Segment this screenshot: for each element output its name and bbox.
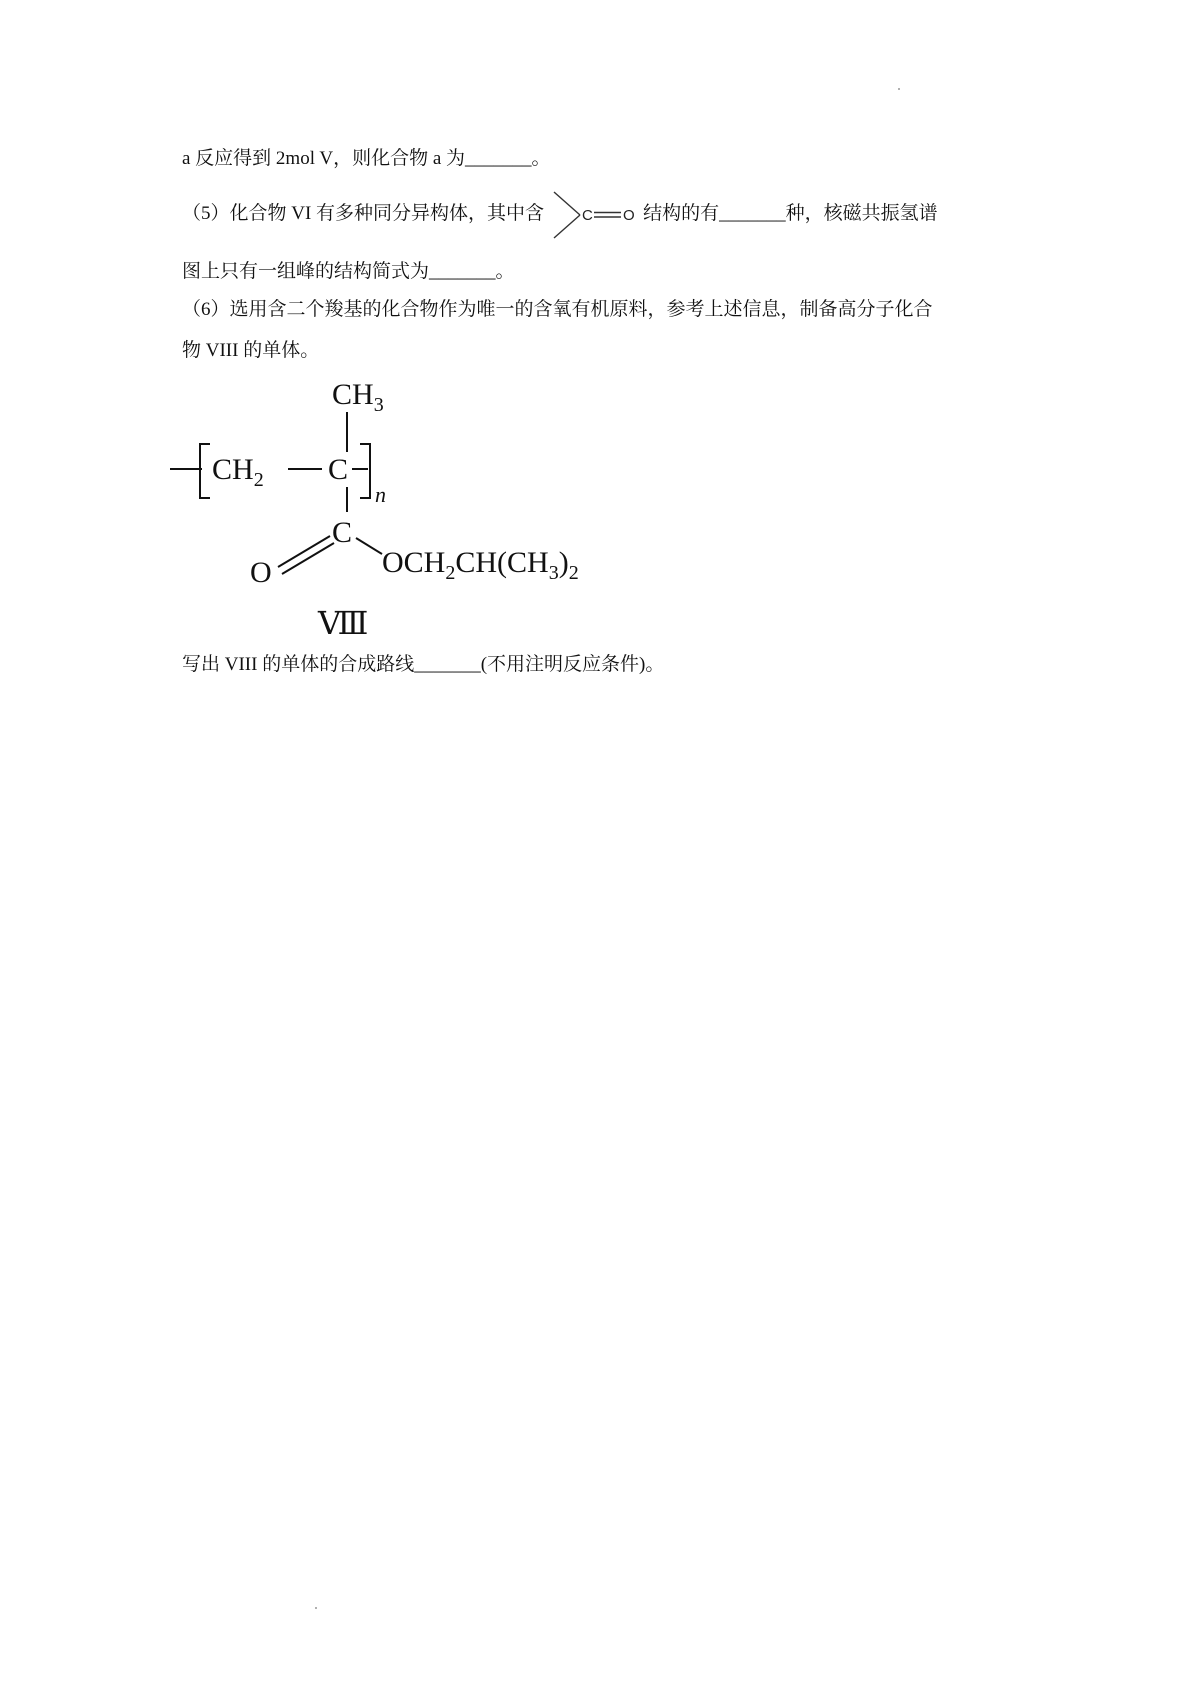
- text-line-5: 物 VIII 的单体。: [182, 340, 320, 361]
- ch3-top-label: $CH_3$: [332, 378, 384, 416]
- text-line-6: 写出 VIII 的单体的合成路线_______(不用注明反应条件)。: [182, 654, 665, 675]
- repeat-n-label: n: [375, 482, 386, 507]
- polymer-viii-structure: [170, 372, 640, 652]
- compound-viii-label: Ⅷ: [318, 605, 369, 641]
- carbonyl-c-label: C: [332, 516, 353, 549]
- text-line-3: 图上只有一组峰的结构简式为_______。: [182, 261, 515, 282]
- scan-speck-bottom: [315, 1607, 317, 1609]
- carbonyl-c-label: C: [582, 206, 593, 224]
- carbonyl-o-label: O: [250, 556, 272, 589]
- scan-speck-top: [898, 88, 900, 90]
- bracket-right: [360, 444, 370, 498]
- text-line-2: [182, 201, 938, 228]
- text-line-4: （6）选用含二个羧基的化合物作为唯一的含氧有机原料，参考上述信息，制备高分子化合: [182, 299, 933, 320]
- carbonyl-group-structure: [546, 188, 641, 242]
- ester-group-label: $OCH_2CH(CH_3)_2$: [382, 546, 579, 584]
- question-5-text-before: （5）化合物 VI 有多种同分异构体，其中含: [182, 203, 545, 224]
- carbonyl-o-label: O: [623, 206, 635, 224]
- ch2-label: $CH_2$: [212, 453, 264, 491]
- question-5-text-after: 结构的有_______种，核磁共振氢谱: [643, 203, 938, 224]
- text-line-1: a 反应得到 2mol V，则化合物 a 为_______。: [182, 148, 551, 169]
- bracket-left: [200, 444, 210, 498]
- c-center-label: C: [328, 453, 349, 486]
